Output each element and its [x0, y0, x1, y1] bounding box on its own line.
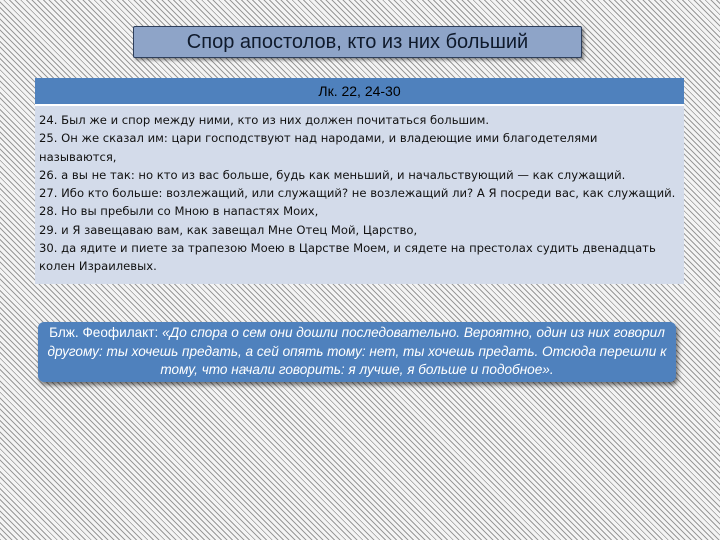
verse-29: 29. и Я завещаваю вам, как завещал Мне Отец Мой, Царство,	[39, 222, 418, 237]
slide-title: Спор апостолов, кто из них больший	[133, 26, 582, 58]
commentary-box	[38, 322, 676, 382]
verse-30: 30. да ядите и пиете за трапезою Моею в Царстве Моем, и сядете на престолах судить двенадцать колен Израилевых.	[39, 241, 656, 274]
scripture-reference: Лк. 22, 24-30	[35, 78, 684, 106]
commentary-author: Блж. Феофилакт:	[49, 325, 163, 341]
verse-26: 26. а вы не так: но кто из вас больше, будь как меньший, и начальствующий — как служащий.	[39, 167, 626, 182]
verse-28: 28. Но вы пребыли со Мною в напастях Моих,	[39, 204, 319, 219]
commentary-quote: «До спора о сем они дошли последовательно. Вероятно, один из них говорил другому: ты хочешь предать, а сей опять тому: нет, ты хочешь предать. Отсюда перешли к тому, что начали говорить: я лучше, я больше и подобное».	[47, 325, 667, 378]
verse-24: 24. Был же и спор между ними, кто из них должен почитаться большим.	[39, 113, 490, 127]
scripture-text	[35, 106, 684, 284]
scripture-table	[35, 78, 684, 284]
verse-25: 25. Он же сказал им: цари господствуют над народами, и владеющие ими благодетелями называются,	[39, 131, 598, 164]
commentary-text	[46, 324, 668, 380]
verse-27: 27. Ибо кто больше: возлежащий, или служащий? не возлежащий ли? А Я посреди вас, как служащий.	[39, 186, 676, 201]
